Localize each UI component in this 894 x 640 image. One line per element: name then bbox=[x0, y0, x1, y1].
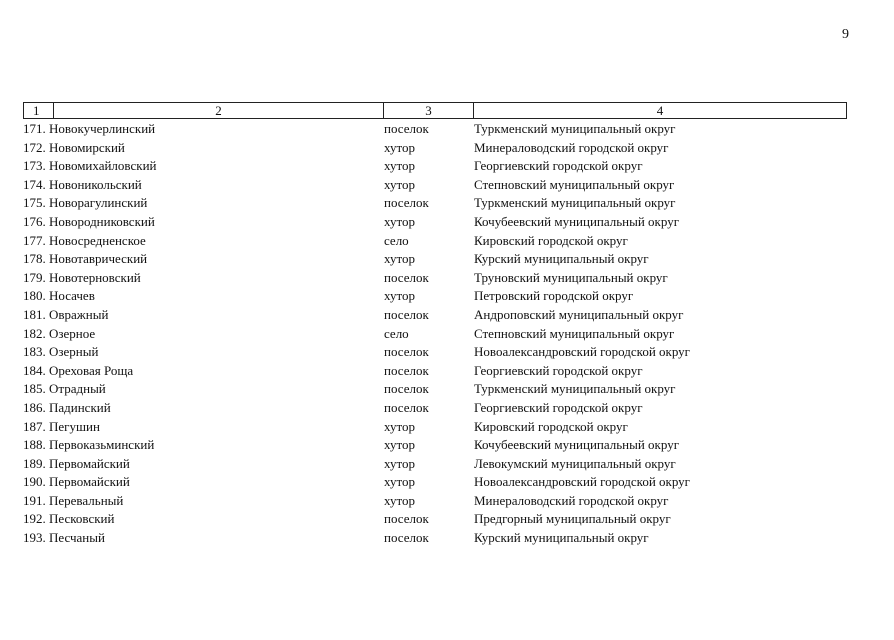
settlement-name-cell bbox=[23, 529, 383, 548]
settlement-name: Первомайский bbox=[49, 474, 130, 490]
table-row bbox=[23, 455, 847, 474]
settlement-name: Падинский bbox=[49, 399, 111, 415]
table-row bbox=[23, 325, 847, 344]
settlement-type: хутор bbox=[384, 455, 416, 471]
row-number: 181. bbox=[23, 306, 46, 322]
row-number: 189. bbox=[23, 455, 46, 471]
table-row bbox=[23, 176, 847, 195]
settlement-type: поселок bbox=[384, 530, 429, 546]
table-row bbox=[23, 120, 847, 139]
table-row bbox=[23, 194, 847, 213]
row-number: 187. bbox=[23, 418, 46, 434]
settlement-name-cell bbox=[23, 194, 383, 213]
settlement-name-cell bbox=[23, 362, 383, 381]
row-number: 183. bbox=[23, 344, 46, 360]
settlement-name-cell bbox=[23, 306, 383, 325]
column-header-1: 1 bbox=[24, 103, 54, 118]
row-number: 173. bbox=[23, 158, 46, 174]
table-row bbox=[23, 492, 847, 511]
row-number: 176. bbox=[23, 213, 46, 229]
table-row bbox=[23, 139, 847, 158]
row-number: 182. bbox=[23, 325, 46, 341]
settlement-name: Песковский bbox=[49, 511, 115, 527]
settlement-name-cell bbox=[23, 176, 383, 195]
settlement-type: хутор bbox=[384, 251, 416, 267]
row-number: 191. bbox=[23, 492, 46, 508]
row-number: 174. bbox=[23, 176, 46, 192]
settlement-type: хутор bbox=[384, 139, 416, 155]
district-name: Степновский муниципальный округ bbox=[474, 176, 675, 192]
row-number: 172. bbox=[23, 139, 46, 155]
row-number: 190. bbox=[23, 474, 46, 490]
settlement-name-cell bbox=[23, 139, 383, 158]
settlement-type: хутор bbox=[384, 176, 416, 192]
settlement-type: поселок bbox=[384, 344, 429, 360]
row-number: 179. bbox=[23, 269, 46, 285]
district-name: Туркменский муниципальный округ bbox=[474, 121, 676, 136]
row-number: 175. bbox=[23, 195, 46, 211]
district-name: Туркменский муниципальный округ bbox=[474, 381, 676, 397]
table-row bbox=[23, 362, 847, 381]
table-row bbox=[23, 510, 847, 529]
district-name: Кочубеевский муниципальный округ bbox=[474, 213, 680, 229]
settlement-name: Новорагулинский bbox=[49, 195, 148, 211]
district-name: Степновский муниципальный округ bbox=[474, 325, 675, 341]
settlement-name: Песчаный bbox=[49, 530, 105, 546]
settlement-name: Перевальный bbox=[49, 492, 124, 508]
row-number: 193. bbox=[23, 530, 46, 546]
settlement-name-cell bbox=[23, 157, 383, 176]
column-header-3: 3 bbox=[384, 103, 474, 118]
settlement-name-cell bbox=[23, 510, 383, 529]
district-name: Кировский городской округ bbox=[474, 418, 628, 434]
settlement-type: хутор bbox=[384, 418, 416, 434]
table-row bbox=[23, 157, 847, 176]
settlement-name-cell bbox=[23, 399, 383, 418]
settlement-type: поселок bbox=[384, 306, 429, 322]
settlement-name-cell bbox=[23, 287, 383, 306]
district-name: Георгиевский городской округ bbox=[474, 362, 643, 378]
district-name: Андроповский муниципальный округ bbox=[474, 306, 684, 322]
district-name: Минераловодский городской округ bbox=[474, 492, 669, 508]
district-name: Петровский городской округ bbox=[474, 288, 634, 304]
settlement-name-cell bbox=[23, 269, 383, 288]
column-header-2: 2 bbox=[54, 103, 384, 118]
settlement-name: Озерное bbox=[49, 325, 96, 341]
row-number: 177. bbox=[23, 232, 46, 248]
district-name: Кочубеевский муниципальный округ bbox=[474, 437, 680, 453]
settlement-type: поселок bbox=[384, 362, 429, 378]
district-name: Туркменский муниципальный округ bbox=[474, 195, 676, 211]
settlement-name: Первоказьминский bbox=[49, 437, 155, 453]
settlement-type: хутор bbox=[384, 474, 416, 490]
row-number: 180. bbox=[23, 288, 46, 304]
settlement-type: поселок bbox=[384, 195, 429, 211]
district-name: Новоалександровский городской округ bbox=[474, 474, 691, 490]
district-name: Курский муниципальный округ bbox=[474, 251, 649, 267]
settlement-name-cell bbox=[23, 343, 383, 362]
table-row bbox=[23, 399, 847, 418]
table-row bbox=[23, 343, 847, 362]
table-row bbox=[23, 250, 847, 269]
settlement-name-cell bbox=[23, 418, 383, 437]
settlement-name: Новосредненское bbox=[49, 232, 146, 248]
district-name: Левокумский муниципальный округ bbox=[474, 455, 676, 471]
row-number: 186. bbox=[23, 399, 46, 415]
district-name: Георгиевский городской округ bbox=[474, 399, 643, 415]
district-name: Минераловодский городской округ bbox=[474, 139, 669, 155]
settlement-name-cell bbox=[23, 436, 383, 455]
settlement-name-cell bbox=[23, 380, 383, 399]
settlement-name: Отрадный bbox=[49, 381, 106, 397]
settlement-type: поселок bbox=[384, 269, 429, 285]
district-name: Новоалександровский городской округ bbox=[474, 344, 691, 360]
table-row bbox=[23, 529, 847, 548]
settlement-name: Первомайский bbox=[49, 455, 130, 471]
settlement-type: хутор bbox=[384, 492, 416, 508]
settlement-name-cell bbox=[23, 232, 383, 251]
row-number: 188. bbox=[23, 437, 46, 453]
settlement-type: хутор bbox=[384, 437, 416, 453]
settlement-type: поселок bbox=[384, 511, 429, 527]
table-row bbox=[23, 436, 847, 455]
settlement-name: Новоникольский bbox=[49, 176, 142, 192]
settlement-type: хутор bbox=[384, 158, 416, 174]
settlement-type: поселок bbox=[384, 399, 429, 415]
table-row bbox=[23, 287, 847, 306]
table-row bbox=[23, 269, 847, 288]
settlement-name-cell bbox=[23, 325, 383, 344]
settlement-name: Новомихайловский bbox=[49, 158, 157, 174]
table-row bbox=[23, 380, 847, 399]
table-row bbox=[23, 232, 847, 251]
settlement-name: Новотаврический bbox=[49, 251, 148, 267]
settlement-name-cell bbox=[23, 250, 383, 269]
settlement-name-cell bbox=[23, 455, 383, 474]
settlement-name: Новотерновский bbox=[49, 269, 141, 285]
district-name: Труновский муниципальный округ bbox=[474, 269, 668, 285]
settlement-type: село bbox=[384, 232, 409, 248]
settlement-name-cell bbox=[23, 120, 383, 139]
table-header bbox=[23, 102, 847, 119]
settlement-name-cell bbox=[23, 492, 383, 511]
district-name: Кировский городской округ bbox=[474, 232, 628, 248]
settlement-type: поселок bbox=[384, 121, 429, 136]
district-name: Курский муниципальный округ bbox=[474, 530, 649, 546]
page-number: 9 bbox=[842, 27, 849, 42]
settlement-type: хутор bbox=[384, 213, 416, 229]
column-header-4: 4 bbox=[656, 103, 664, 118]
settlement-name: Новомирский bbox=[49, 139, 125, 155]
settlement-type: поселок bbox=[384, 381, 429, 397]
settlement-name-cell bbox=[23, 213, 383, 232]
table-row bbox=[23, 473, 847, 492]
settlements-table-body bbox=[23, 120, 847, 548]
table-row bbox=[23, 213, 847, 232]
settlement-name: Озерный bbox=[49, 344, 99, 360]
settlement-name: Новокучерлинский bbox=[49, 121, 156, 136]
district-name: Георгиевский городской округ bbox=[474, 158, 643, 174]
row-number: 184. bbox=[23, 362, 46, 378]
row-number: 178. bbox=[23, 251, 46, 267]
settlement-name: Новородниковский bbox=[49, 213, 155, 229]
row-number: 192. bbox=[23, 511, 46, 527]
row-number: 171. bbox=[23, 121, 46, 136]
settlement-name-cell bbox=[23, 473, 383, 492]
row-number: 185. bbox=[23, 381, 46, 397]
settlement-type: хутор bbox=[384, 288, 416, 304]
table-row bbox=[23, 418, 847, 437]
table-row bbox=[23, 306, 847, 325]
settlement-name: Носачев bbox=[49, 288, 95, 304]
settlement-name: Овражный bbox=[49, 306, 109, 322]
settlement-name: Ореховая Роща bbox=[49, 362, 134, 378]
settlement-type: село bbox=[384, 325, 409, 341]
district-name: Предгорный муниципальный округ bbox=[474, 511, 671, 527]
settlement-name: Пегушин bbox=[49, 418, 100, 434]
